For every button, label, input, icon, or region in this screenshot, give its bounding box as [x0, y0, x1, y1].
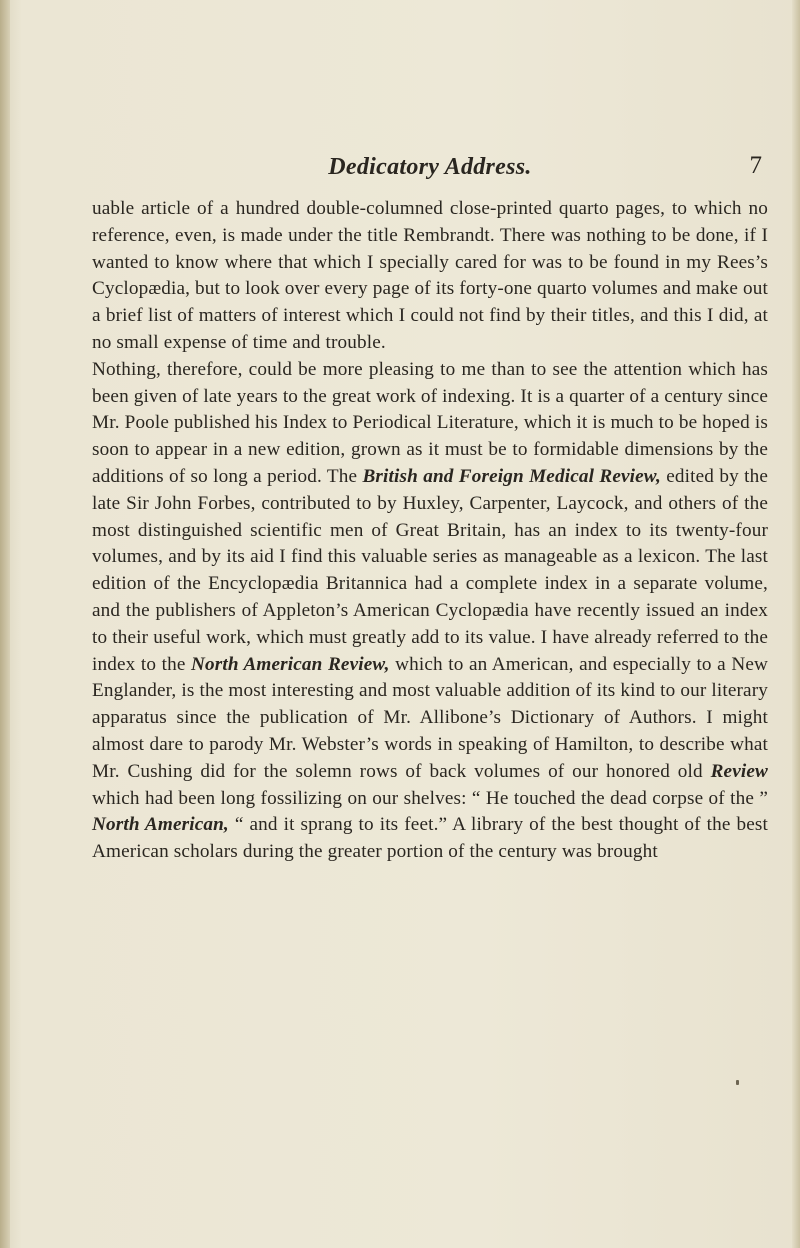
journal-title-review: Review [710, 760, 768, 782]
journal-title-british-foreign-medical-review: British and Foreign Medical Review, [362, 465, 661, 487]
paragraph-2-text-b: edited by the late Sir John Forbes, contributed to by Huxley, Carpenter, Laycock, and others of the most distinguished scientific men of Great Britain, has an index to its twenty-four volumes, and by its aid I find this valuable series as manageable as a lexicon. The last edition of the Encyclopædia Britannica had a complete index in a separate volume, and the publishers of Appleton’s American Cyclopædia have recently issued an index to their useful work, which must greatly add to its value. I have already referred to the index to the [92, 465, 768, 675]
binding-gutter [0, 0, 10, 1248]
running-title: Dedicatory Address. [328, 154, 532, 180]
paragraph-2-text-a: Nothing, therefore, could be more pleasing to me than to see the attention which has been given of late years to the great work of indexing. It is a quarter of a century since Mr. Poole published his Index to Periodical Literature, which it is much to be hoped is soon to appear in a new edition, grown as it must be to formidable dimensions by the additions of so long a period. The [92, 358, 768, 487]
paragraph-1: uable article of a hundred double-columned close-printed quarto pages, to which no reference, even, is made under the title Rembrandt. There was nothing to be done, if I wanted to know where that which I specially cared for was to be found in my Rees’s Cyclopædia, but to look over every page of its forty-one quarto volumes and make out a brief list of matters of interest which I could not find by their titles, and this I did, at no small expense of time and trouble. [92, 198, 769, 353]
paragraph-2-text-d: which had been long fossilizing on our shelves: “ He touched the dead corpse of the ” [92, 787, 768, 809]
journal-title-north-american-review: North American Review, [191, 653, 390, 675]
page-number: 7 [749, 152, 762, 179]
paragraph-2-text-c: which to an American, and especially to a New Englander, is the most interesting and most valuable addition of its kind to our literary apparatus since the publication of Mr. Allibone’s Dictionary of Authors. I might almost dare to parody Mr. Webster’s words in speaking of Hamilton, to describe what Mr. Cushing did for the solemn rows of back volumes of our honored old [92, 653, 769, 782]
page-edge [792, 0, 800, 1248]
journal-title-north-american: North American, [92, 814, 229, 836]
ink-speck [736, 1080, 739, 1085]
paragraph-2 [92, 357, 768, 866]
running-head [92, 154, 768, 188]
body-text [92, 196, 768, 866]
paragraph-2-text-e: “ and it sprang to its feet.” A library of the best thought of the best American scholars during the greater portion of the century was brought [92, 814, 768, 863]
